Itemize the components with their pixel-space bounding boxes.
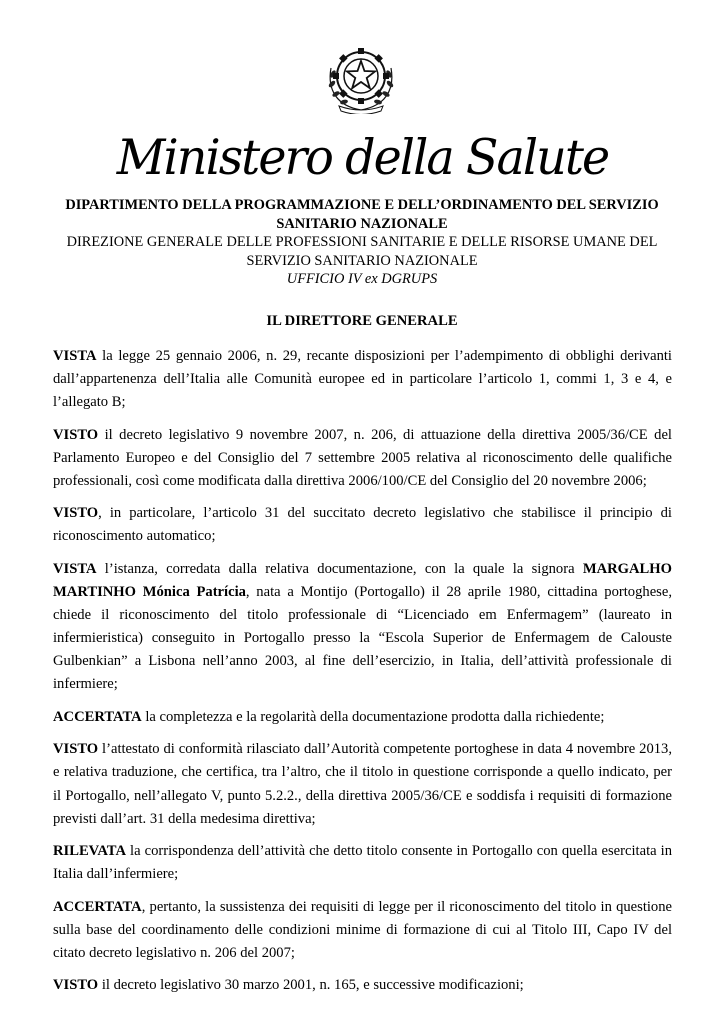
paragraph-text: l’attestato di conformità rilasciato dall’Autorità competente portoghese in data 4 novembre 2013, e relativa traduzione, che certifica, tra l’altro, che il titolo in questione corrisponde a quello indicato, per il Portogallo, nell’allegato V, punto 5.2.2., della direttiva 2005/36/CE e soddisfa i requisiti di formazione previsti dall’art. 31 della medesima direttiva; [53,741,672,827]
paragraph [53,840,672,886]
paragraph-text: , nata a Montijo (Portogallo) il 28 aprile 1980, cittadina portoghese, chiede il riconoscimento del titolo professionale di “Licenciado em Enfermagem” (laureato in infermieristica) conseguito in Portogallo presso la “Escola Superior de Enfermagem de Calouste Gulbenkian” a Lisbona nell’anno 2003, al fine dell’esercizio, in Italia, dell’attività professionale di infermiere; [53,584,672,693]
paragraph [53,974,672,997]
paragraph [53,502,672,548]
paragraph-lead: VISTO [53,426,99,443]
paragraph [53,896,672,965]
document-title: IL DIRETTORE GENERALE [266,313,458,329]
paragraph-lead: VISTO [53,741,99,758]
paragraph-lead: VISTO [53,505,99,522]
paragraph-text: la completezza e la regolarità della documentazione prodotta dalla richiedente; [141,708,605,725]
department-header [48,196,676,289]
paragraph-text: il decreto legislativo 30 marzo 2001, n. 165, e successive modificazioni; [98,977,524,994]
paragraph-text: la corrispondenza dell’attività che detto titolo consente in Portogallo con quella esercitata in Italia dall’infermiere; [53,843,672,883]
paragraph [53,706,672,729]
paragraph-lead: VISTA [53,348,97,364]
paragraph-text: , pertanto, la sussistenza dei requisiti di legge per il riconoscimento del titolo in questione sulla base del coordinamento delle condizioni minime di formazione di cui al Titolo III, Capo IV del citato decreto legislativo n. 206 del 2007; [53,898,672,961]
paragraph-lead: VISTA [53,560,97,577]
paragraph-text: , in particolare, l’articolo 31 del succitato decreto legislativo che stabilisce il principio di riconoscimento automatico; [53,505,672,545]
paragraph-lead: ACCERTATA [53,898,142,915]
paragraph-text: l’istanza, corredata dalla relativa documentazione, con la quale la signora [96,560,583,577]
italian-republic-emblem-icon [317,40,405,114]
paragraph-lead: VISTO [53,977,99,994]
paragraph [53,738,672,830]
paragraph [53,345,672,414]
directorate-line: DIREZIONE GENERALE DELLE PROFESSIONI SANITARIE E DELLE RISORSE UMANE DEL SERVIZIO SANITARIO NAZIONALE [66,234,658,269]
paragraph [53,558,672,697]
paragraph-lead: RILEVATA [53,843,126,860]
paragraph-text: il decreto legislativo 9 novembre 2007, n. 206, di attuazione della direttiva 2005/36/CE del Parlamento Europeo e del Consiglio del 7 settembre 2005 relativa al riconoscimento delle qualifiche professionali, così come modificata dalla direttiva 2006/100/CE del Consiglio del 20 novembre 2006; [53,426,672,489]
department-line: DIPARTIMENTO DELLA PROGRAMMAZIONE E DELL’ORDINAMENTO DEL SERVIZIO SANITARIO NAZIONALE [65,197,659,232]
paragraph-lead: ACCERTATA [53,708,142,725]
applicant-name: MARGALHO MARTINHO Mónica Patrícia [53,560,672,601]
document-body [53,345,672,1007]
paragraph-text: la legge 25 gennaio 2006, n. 29, recante disposizioni per l’adempimento di obblighi derivanti dall’appartenenza dell’Italia alle Comunità europee ed in particolare l’articolo 1, commi 1, 3 e 4, e l’allegato B; [53,348,672,411]
office-line: UFFICIO IV ex DGRUPS [286,271,438,288]
ministry-name: Ministero della Salute [116,129,609,186]
paragraph [53,424,672,493]
